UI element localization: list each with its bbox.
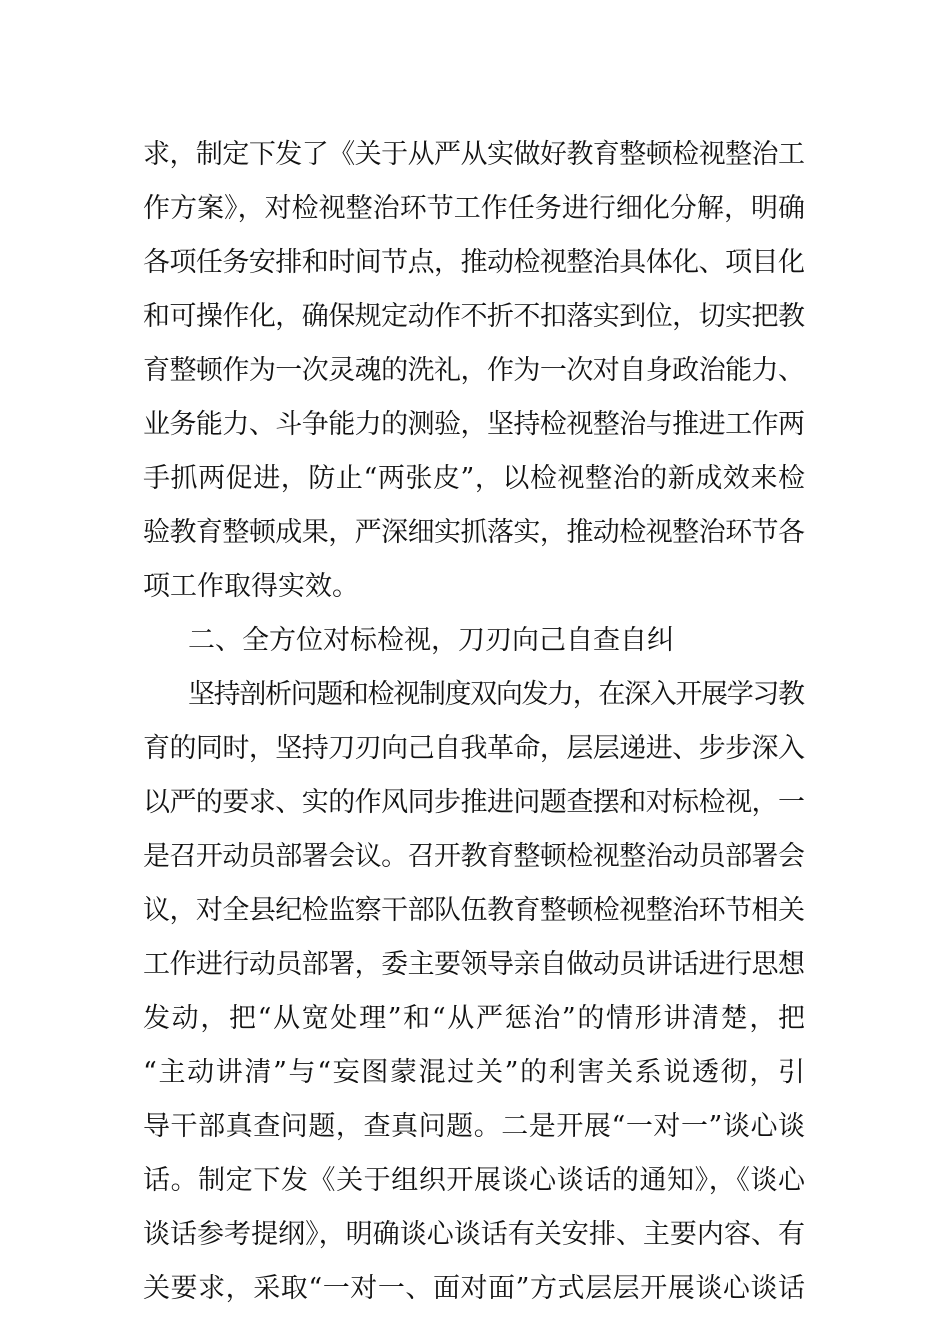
text-line	[143, 236, 805, 290]
line-text: 业务能力、斗争能力的测验，坚持检视整治与推进工作两	[143, 409, 805, 440]
text-line	[143, 560, 805, 614]
line-text: “主动讲清”与“妄图蒙混过关”的利害关系说透彻，引	[143, 1057, 807, 1088]
line-text: 和可操作化，确保规定动作不折不扣落实到位，切实把教	[143, 301, 805, 332]
line-text: 验教育整顿成果，严深细实抓落实，推动检视整治环节各	[143, 517, 805, 548]
line-text: 工作进行动员部署，委主要领导亲自做动员讲话进行思想	[143, 949, 805, 980]
text-line	[143, 398, 805, 452]
text-line	[143, 344, 805, 398]
line-text: 作方案》，对检视整治环节工作任务进行细化分解，明确	[143, 193, 806, 224]
line-text: 以严的要求、实的作风同步推进问题查摆和对标检视，一	[143, 787, 805, 818]
text-line	[143, 830, 805, 884]
document-body	[143, 128, 813, 1316]
text-line	[143, 290, 805, 344]
text-line	[143, 722, 805, 776]
text-line	[143, 1262, 805, 1316]
text-line	[143, 992, 805, 1046]
text-line	[143, 1046, 805, 1100]
line-text: 育的同时，坚持刀刃向己自我革命，层层递进、步步深入	[143, 733, 805, 764]
line-text: 手抓两促进，防止“两张皮”，以检视整治的新成效来检	[143, 463, 806, 494]
text-line	[143, 128, 805, 182]
section-heading	[143, 614, 805, 668]
text-line	[143, 452, 805, 506]
line-text: 导干部真查问题，查真问题。二是开展“一对一”谈心谈	[143, 1111, 806, 1142]
text-line	[143, 1100, 805, 1154]
line-text: 项工作取得实效。	[143, 571, 359, 602]
line-text: 是召开动员部署会议。召开教育整顿检视整治动员部署会	[143, 841, 805, 872]
paragraph-1	[143, 128, 813, 614]
text-line	[143, 776, 805, 830]
text-line	[143, 938, 805, 992]
line-text: 议，对全县纪检监察干部队伍教育整顿检视整治环节相关	[143, 895, 805, 926]
line-text: 育整顿作为一次灵魂的洗礼，作为一次对自身政治能力、	[143, 355, 805, 386]
text-line	[143, 182, 805, 236]
line-text: 坚持剖析问题和检视制度双向发力，在深入开展学习教	[188, 679, 804, 710]
line-text: 话。制定下发《关于组织开展谈心谈话的通知》，《谈心	[143, 1165, 806, 1196]
line-text: 谈话参考提纲》，明确谈心谈话有关安排、主要内容、有	[143, 1219, 806, 1250]
text-line	[143, 1154, 805, 1208]
text-line	[143, 884, 805, 938]
paragraph-2	[143, 668, 813, 1316]
text-line	[143, 1208, 805, 1262]
text-line	[143, 506, 805, 560]
line-text: 各项任务安排和时间节点，推动检视整治具体化、项目化	[143, 247, 805, 278]
heading-text: 二、全方位对标检视，刀刃向己自查自纠	[188, 625, 674, 656]
line-text: 发动，把“从宽处理”和“从严惩治”的情形讲清楚，把	[143, 1003, 807, 1034]
text-line	[143, 668, 805, 722]
line-text: 求，制定下发了《关于从严从实做好教育整顿检视整治工	[143, 139, 805, 170]
line-text: 关要求，采取“一对一、面对面”方式层层开展谈心谈话	[143, 1273, 806, 1304]
